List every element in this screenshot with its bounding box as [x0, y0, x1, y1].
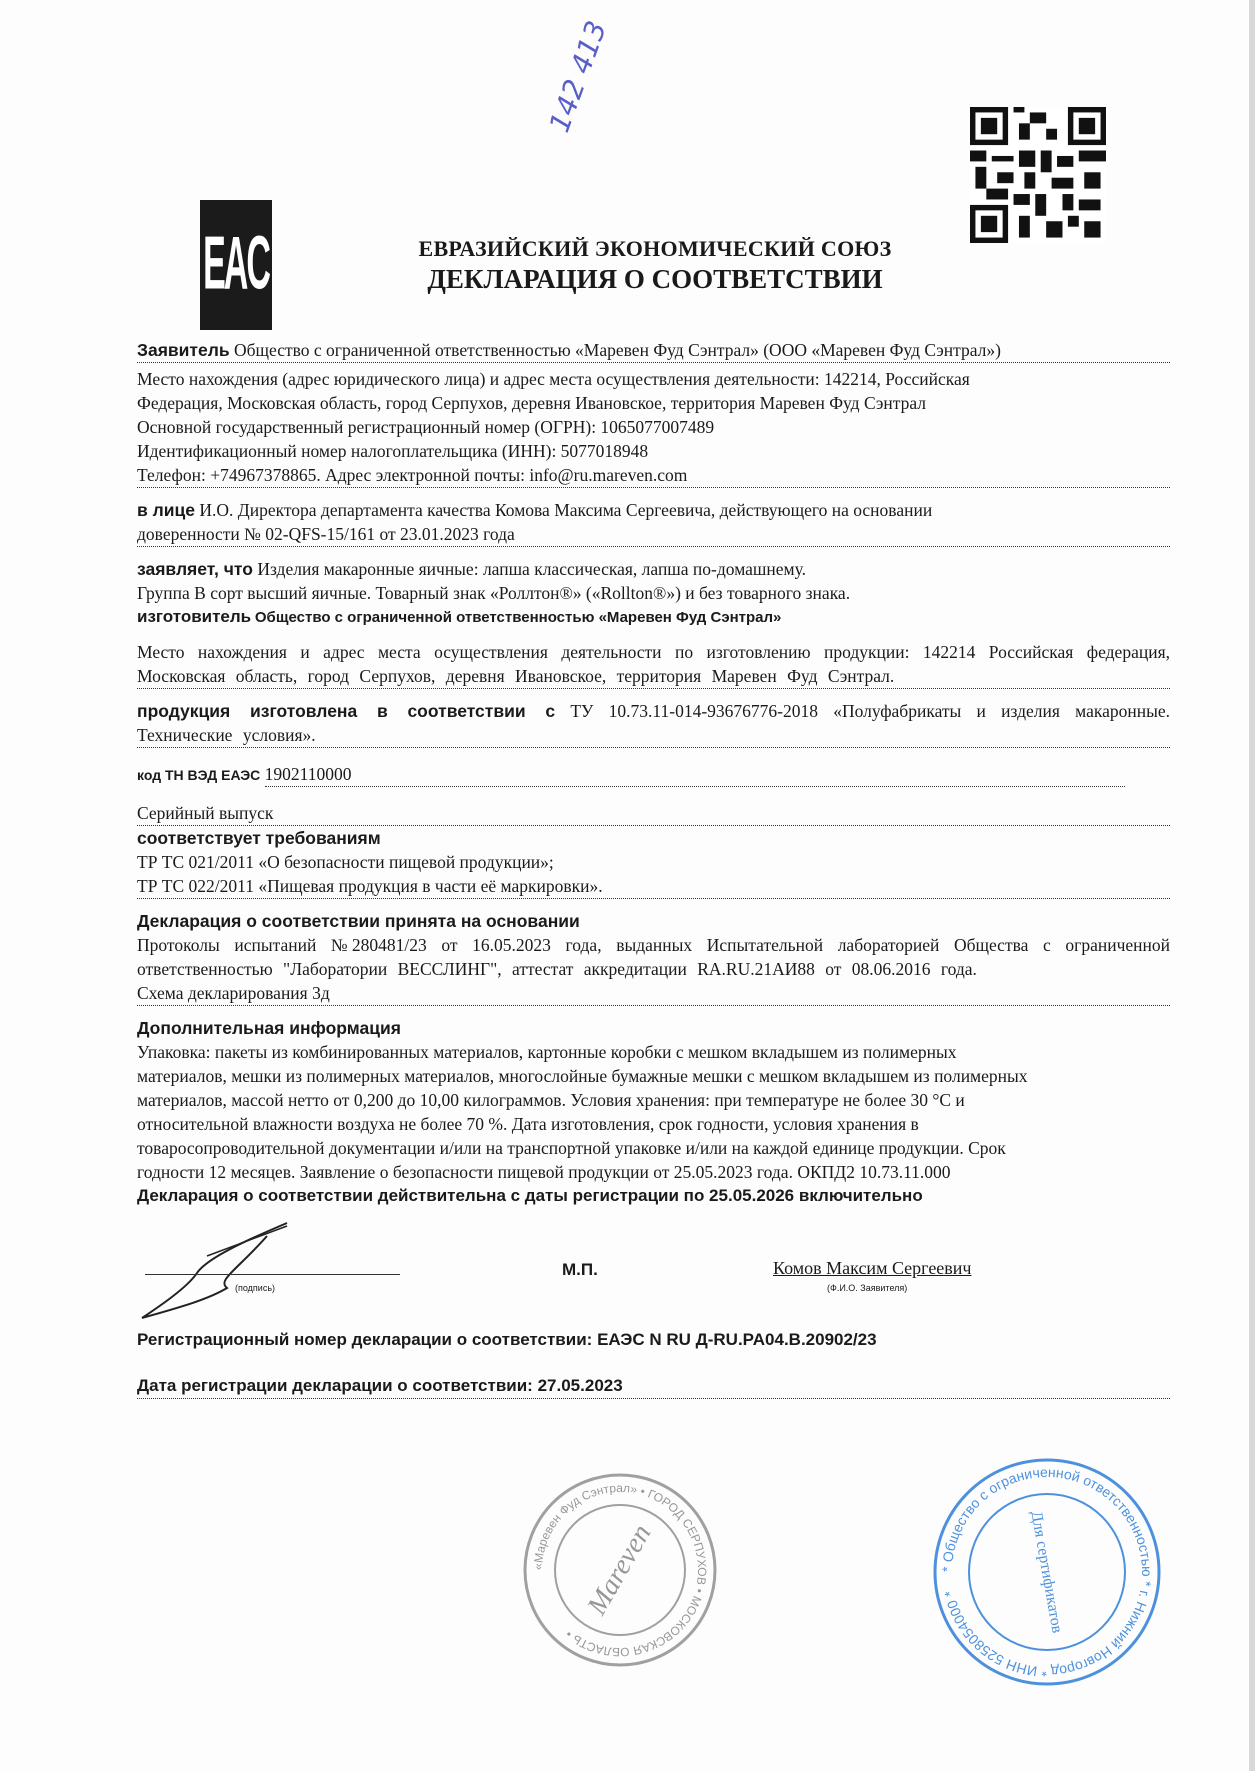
manufacturer-label: изготовитель — [137, 607, 252, 626]
qr-code — [970, 105, 1106, 245]
signature-caption: (подпись) — [235, 1283, 276, 1293]
company-stamp — [520, 1470, 720, 1670]
signature-line — [145, 1274, 400, 1275]
svg-text:Для сертификатов: Для сертификатов — [1027, 1509, 1066, 1635]
declaration-scheme: Схема декларирования 3д — [137, 981, 1170, 1006]
validity-statement: Декларация о соответствии действительна с даты регистрации по 25.05.2026 включительно — [137, 1186, 923, 1205]
applicant-contacts: Телефон: +74967378865. Адрес электронной почты: info@ru.mareven.com — [137, 463, 1170, 488]
additional-line: годности 12 месяцев. Заявление о безопасности пищевой продукции от 25.05.2023 года. ОКПД2 10.73.11.000 — [137, 1162, 951, 1182]
signature-block — [137, 1218, 1170, 1328]
document-title: ДЕКЛАРАЦИЯ О СООТВЕТСТВИИ — [427, 264, 883, 294]
code-label: код ТН ВЭД ЕАЭС — [137, 767, 261, 783]
produced-section — [137, 699, 1170, 748]
complies-section — [137, 826, 1170, 899]
applicant-line: Место нахождения (адрес юридического лица) и адрес места осуществления деятельности: 142214, Российская — [137, 369, 970, 389]
declaration-body — [137, 338, 1170, 1399]
produced-label: продукция изготовлена в соответствии с — [137, 701, 556, 721]
applicant-name: Общество с ограниченной ответственностью «Маревен Фуд Сэнтрал» (ООО «Маревен Фуд Сэнтрал») — [233, 340, 1001, 360]
represented-text-2: доверенности № 02-QFS-15/161 от 23.01.2023 года — [137, 522, 1170, 547]
product-name: Изделия макаронные яичные: лапша классическая, лапша по-домашнему. — [257, 559, 806, 579]
represented-text: И.О. Директора департамента качества Комова Максима Сергеевича, действующего на основании — [199, 500, 933, 520]
regulation-item: ТР ТС 022/2011 «Пищевая продукция в части её маркировки». — [137, 874, 1170, 899]
signature — [137, 1218, 327, 1323]
regulation-item: ТР ТС 021/2011 «О безопасности пищевой продукции»; — [137, 852, 554, 872]
document-header — [330, 236, 980, 295]
svg-text:«Маревен Фуд Сэнтрал» • ГОРОД: «Маревен Фуд Сэнтрал» • ГОРОД СЕРПУХОВ • МОСКОВСКАЯ ОБЛАСТЬ • — [530, 1480, 710, 1660]
represented-label: в лице — [137, 500, 195, 520]
manufacturer-address: Место нахождения и адрес места осуществления деятельности по изготовлению продукции: 142214 Российская федерация, Московская область, город Серпухов, деревня Ивановское, территория Маревен Фуд Сэнтрал. — [137, 640, 1170, 689]
basis-section — [137, 909, 1170, 1006]
produced-standard: ТУ 10.73.11-014-93676776-2018 «Полуфабрикаты и изделия макаронные. Технические условия». — [137, 701, 1171, 745]
seal-place-label: М.П. — [562, 1260, 598, 1279]
additional-section — [137, 1016, 1170, 1184]
code-section — [137, 762, 1170, 787]
declares-label: заявляет, что — [137, 559, 253, 579]
additional-line: материалов, мешки из полимерных материалов, многослойные бумажные мешки с мешком вкладышем из полимерных — [137, 1066, 1028, 1086]
applicant-line: Федерация, Московская область, город Серпухов, деревня Ивановское, территория Маревен Фуд Сэнтрал — [137, 393, 926, 413]
code-value: 1902110000 — [265, 762, 1125, 787]
product-details: Группа В сорт высший яичные. Товарный знак «Роллтон®» («Rollton®») и без товарного знака. — [137, 583, 851, 603]
complies-label: соответствует требованиям — [137, 828, 381, 848]
represented-section — [137, 498, 1170, 547]
additional-line: Упаковка: пакеты из комбинированных материалов, картонные коробки с мешком вкладышем из полимерных — [137, 1042, 957, 1062]
additional-line: материалов, массой нетто от 0,200 до 10,00 килограммов. Условия хранения: при температуре не более 30 °С и — [137, 1090, 965, 1110]
applicant-label: Заявитель — [137, 340, 230, 360]
registration-number: Регистрационный номер декларации о соответствии: ЕАЭС N RU Д-RU.PA04.B.20902/23 — [137, 1330, 877, 1349]
handwritten-note: 142 413 — [542, 16, 614, 137]
eac-logo: EAC — [200, 200, 272, 330]
additional-line: относительной влажности воздуха не более 70 %. Дата изготовления, срок годности, условия хранения в — [137, 1114, 919, 1134]
basis-label: Декларация о соответствии принята на основании — [137, 911, 580, 931]
additional-label: Дополнительная информация — [137, 1018, 401, 1038]
signatory-name: Комов Максим Сергеевич — [773, 1258, 972, 1278]
applicant-ogrn: Основной государственный регистрационный номер (ОГРН): 1065077007489 — [137, 417, 715, 437]
declares-section — [137, 557, 1170, 689]
union-name: ЕВРАЗИЙСКИЙ ЭКОНОМИЧЕСКИЙ СОЮЗ — [418, 236, 892, 261]
svg-text:* Общество с ограниченной отве: * Общество с ограниченной ответственностью * г. Нижний Новгород * ИНН 5258054000 * — [938, 1463, 1156, 1681]
svg-text:Mareven: Mareven — [581, 1519, 658, 1621]
basis-text: Протоколы испытаний №280481/23 от 16.05.2023 года, выданных Испытательной лабораторией Общества с ограниченной ответственностью "Лаборатории ВЕССЛИНГ", аттестат аккредитации RA.RU.21АИ88 от 08.06.2016 года. — [137, 935, 1170, 979]
manufacturer-name: Общество с ограниченной ответственностью «Маревен Фуд Сэнтрал» — [254, 609, 782, 626]
release-type: Серийный выпуск — [137, 801, 1170, 826]
applicant-inn: Идентификационный номер налогоплательщика (ИНН): 5077018948 — [137, 441, 649, 461]
registration-date: Дата регистрации декларации о соответствии: 27.05.2023 — [137, 1374, 1170, 1399]
signatory-caption: (Ф.И.О. Заявителя) — [827, 1283, 908, 1293]
additional-line: товаросопроводительной документации и/или на транспортной упаковке и/или на каждой единице продукции. Срок — [137, 1138, 1006, 1158]
applicant-section — [137, 338, 1170, 488]
certification-stamp — [930, 1455, 1165, 1690]
